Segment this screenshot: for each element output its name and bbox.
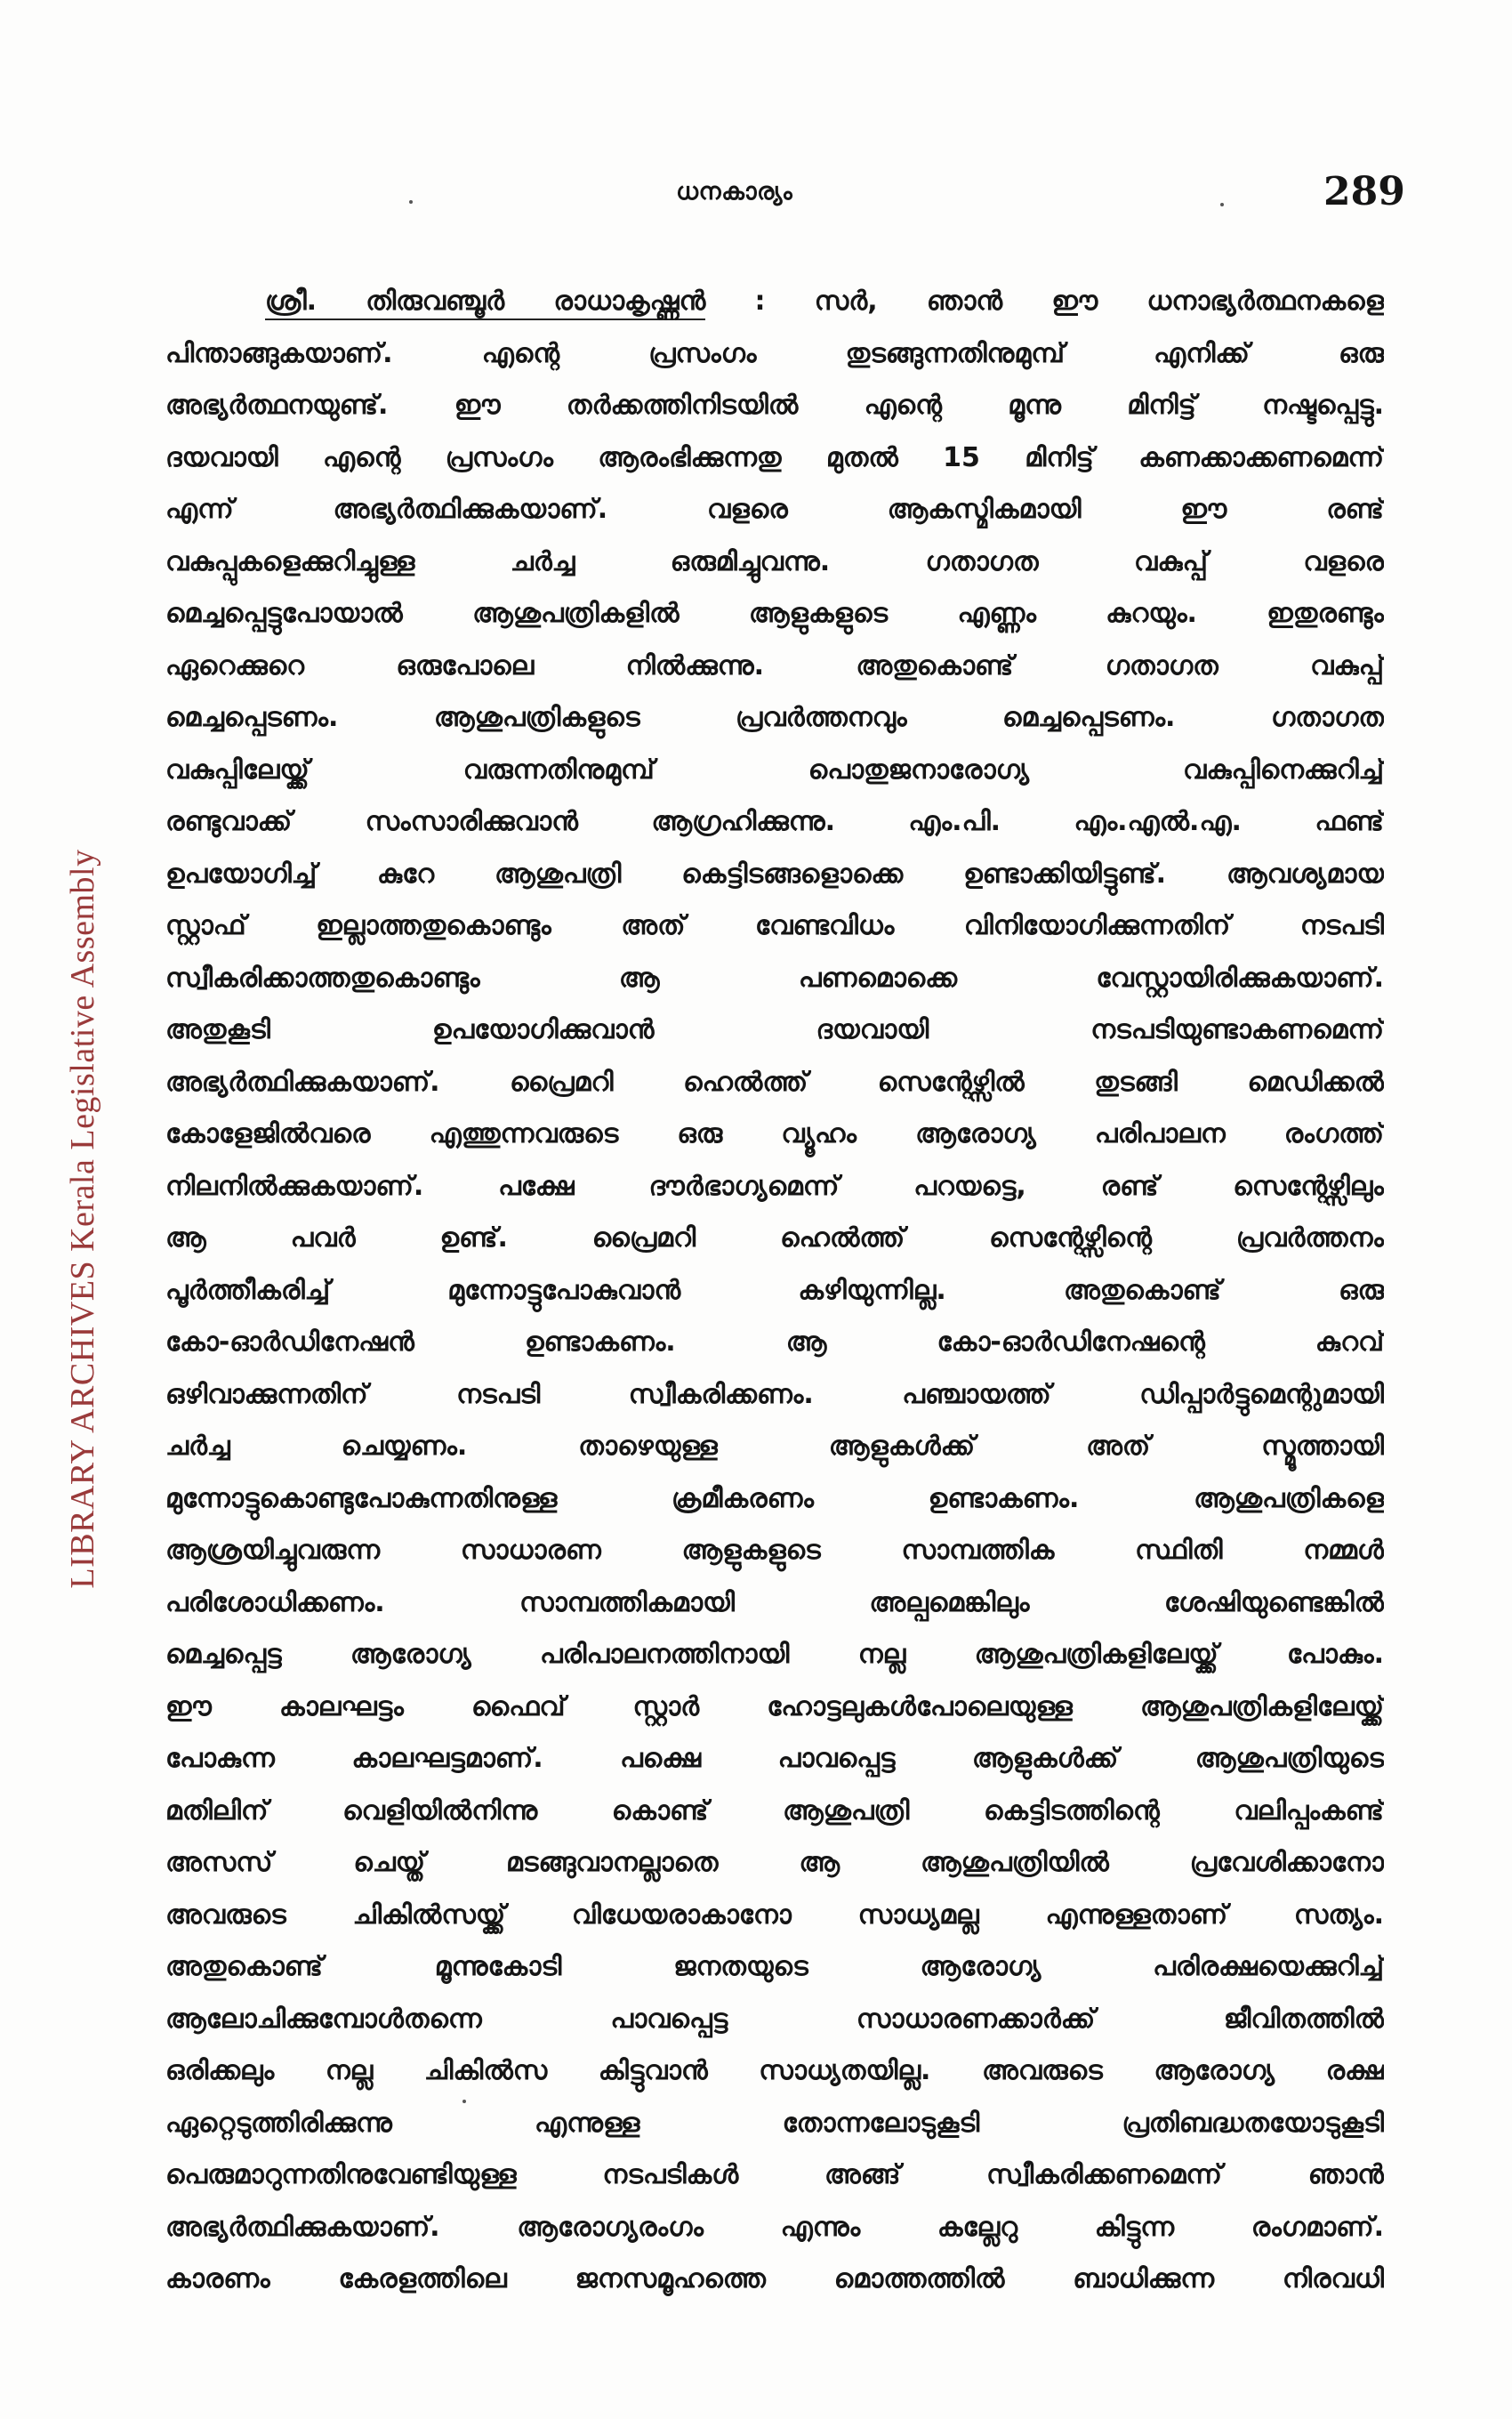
text-line: മുന്നോട്ടുകൊണ്ടുപോകുന്നതിനുള്ള ക്രമീകരണം ഉണ്ടാകണം. ആശുപത്രികളെ bbox=[165, 1482, 1384, 1514]
text-line: പൂർത്തീകരിച്ച് മുന്നോട്ടുപോകുവാൻ കഴിയുന്നില്ല. അതുകൊണ്ട് ഒരു bbox=[165, 1274, 1384, 1306]
running-head: ധനകാര്യം bbox=[676, 178, 793, 206]
text-line: പിന്താങ്ങുകയാണ്. എന്റെ പ്രസംഗം തുടങ്ങുന്നതിനുമുമ്പ് എനിക്ക് ഒരു bbox=[165, 337, 1384, 369]
text-line: ഒരിക്കലും നല്ല ചികിൽസ കിട്ടുവാൻ സാധ്യതയില്ല. അവരുടെ ആരോഗ്യ രക്ഷ bbox=[165, 2055, 1384, 2086]
text-line: ആലോചിക്കുമ്പോൾതന്നെ പാവപ്പെട്ട സാധാരണക്കാർക്ക് ജീവിതത്തിൽ bbox=[165, 2003, 1384, 2035]
text-line: അതുകൂടി ഉപയോഗിക്കുവാൻ ദയവായി നടപടിയുണ്ടാകണമെന്ന് bbox=[165, 1014, 1384, 1045]
speech-body bbox=[165, 276, 1384, 2306]
text-line: അഭ്യർത്ഥനയുണ്ട്. ഈ തർക്കത്തിനിടയിൽ എന്റെ മൂന്നു മിനിട്ട് നഷ്ടപ്പെട്ടു. bbox=[165, 390, 1384, 421]
text-line: മെച്ചപ്പെടണം. ആശുപത്രികളുടെ പ്രവർത്തനവും മെച്ചപ്പെടണം. ഗതാഗത bbox=[165, 702, 1384, 733]
text-line: വകുപ്പിലേയ്ക്ക് വരുന്നതിനുമുമ്പ് പൊതുജനാരോഗ്യ വകുപ്പിനെക്കുറിച്ച് bbox=[165, 754, 1384, 786]
text-line: നിലനിൽക്കുകയാണ്. പക്ഷേ ദൗർഭാഗ്യമെന്ന് പറയട്ടെ, രണ്ട് സെന്റേഴ്സിലും bbox=[165, 1170, 1384, 1202]
text-line: രണ്ടുവാക്ക് സംസാരിക്കുവാൻ ആഗ്രഹിക്കുന്നു. എം.പി. എം.എൽ.എ. ഫണ്ട് bbox=[165, 806, 1384, 837]
scan-speck bbox=[1220, 203, 1224, 206]
text-line: അസസ് ചെയ്ത് മടങ്ങുവാനല്ലാതെ ആ ആശുപത്രിയിൽ പ്രവേശിക്കാനോ bbox=[165, 1847, 1384, 1878]
text-line: ദയവായി എന്റെ പ്രസംഗം ആരംഭിക്കുന്നതു മുതൽ 15 മിനിട്ട് കണക്കാക്കണമെന്ന് bbox=[165, 441, 1384, 473]
first-line bbox=[165, 276, 1384, 328]
text-line: എന്ന് അഭ്യർത്ഥിക്കുകയാണ്. വളരെ ആകസ്മികമായി ഈ രണ്ട് bbox=[165, 494, 1384, 525]
text-line: മെച്ചപ്പെട്ട ആരോഗ്യ പരിപാലനത്തിനായി നല്ല ആശുപത്രികളിലേയ്ക്ക് പോകും. bbox=[165, 1639, 1384, 1670]
text-line: അതുകൊണ്ട് മൂന്നുകോടി ജനതയുടെ ആരോഗ്യ പരിരക്ഷയെക്കുറിച്ച് bbox=[165, 1951, 1384, 1982]
text-line: പെരുമാറുന്നതിനുവേണ്ടിയുള്ള നടപടികൾ അങ്ങ് സ്വീകരിക്കണമെന്ന് ഞാൻ bbox=[165, 2159, 1384, 2190]
text-line: പരിശോധിക്കണം. സാമ്പത്തികമായി അല്പമെങ്കിലും ശേഷിയുണ്ടെങ്കിൽ bbox=[165, 1586, 1384, 1618]
text-line: മെച്ചപ്പെട്ടുപോയാൽ ആശുപത്രികളിൽ ആളുകളുടെ എണ്ണം കുറയും. ഇതുരണ്ടും bbox=[165, 598, 1384, 629]
text-line: അവരുടെ ചികിൽസയ്ക്ക് വിധേയരാകാനോ സാധ്യമല്ല എന്നുള്ളതാണ് സത്യം. bbox=[165, 1899, 1384, 1931]
text-line: ഏറെക്കുറെ ഒരുപോലെ നിൽക്കുന്നു. അതുകൊണ്ട് ഗതാഗത വകുപ്പ് bbox=[165, 649, 1384, 681]
text-line: കോളേജിൽവരെ എത്തുന്നവരുടെ ഒരു വ്യൂഹം ആരോഗ്യ പരിപാലന രംഗത്ത് bbox=[165, 1118, 1384, 1149]
text-line: ചർച്ച ചെയ്യണം. താഴെയുള്ള ആളുകൾക്ക് അത് സ്മൂത്തായി bbox=[165, 1431, 1384, 1462]
text-line: ഏറ്റെടുത്തിരിക്കുന്നു എന്നുള്ള തോന്നലോടുകൂടി പ്രതിബദ്ധതയോടുകൂടി bbox=[165, 2107, 1384, 2139]
speaker-name: ശ്രീ. തിരുവഞ്ചൂർ രാധാകൃഷ്ണൻ bbox=[265, 286, 705, 320]
text-line: മതിലിന് വെളിയിൽനിന്നു കൊണ്ട് ആശുപത്രി കെട്ടിടത്തിന്റെ വലിപ്പംകണ്ട് bbox=[165, 1794, 1384, 1826]
archive-watermark: LIBRARY ARCHIVES Kerala Legislative Assembly bbox=[64, 849, 101, 1589]
text-line: ഈ കാലഘട്ടം ഫൈവ് സ്റ്റാർ ഹോട്ടലുകൾപോലെയുള്ള ആശുപത്രികളിലേയ്ക്ക് bbox=[165, 1690, 1384, 1722]
text-line: ഉപയോഗിച്ച് കുറേ ആശുപത്രി കെട്ടിടങ്ങളൊക്കെ ഉണ്ടാക്കിയിട്ടുണ്ട്. ആവശ്യമായ bbox=[165, 858, 1384, 890]
text-line: സ്റ്റാഫ് ഇല്ലാത്തതുകൊണ്ടും അത് വേണ്ടവിധം വിനിയോഗിക്കുന്നതിന് നടപടി bbox=[165, 910, 1384, 941]
text-line: ആശ്രയിച്ചുവരുന്ന സാധാരണ ആളുകളുടെ സാമ്പത്തിക സ്ഥിതി നമ്മൾ bbox=[165, 1535, 1384, 1566]
text-line: വകുപ്പുകളെക്കുറിച്ചുള്ള ചർച്ച ഒരുമിച്ചുവന്നു. ഗതാഗത വകുപ്പ് വളരെ bbox=[165, 545, 1384, 577]
text-line: അഭ്യർത്ഥിക്കുകയാണ്. പ്രൈമറി ഹെൽത്ത് സെന്റേഴ്സിൽ തുടങ്ങി മെഡിക്കൽ bbox=[165, 1066, 1384, 1098]
first-line-rest: : സർ, ഞാൻ ഈ ധനാഭ്യർത്ഥനകളെ bbox=[754, 286, 1384, 317]
text-line: സ്വീകരിക്കാത്തതുകൊണ്ടും ആ പണമൊക്കെ വേസ്റ്റായിരിക്കുകയാണ്. bbox=[165, 962, 1384, 994]
text-line: ഒഴിവാക്കുന്നതിന് നടപടി സ്വീകരിക്കണം. പഞ്ചായത്ത് ഡിപ്പാർട്ടുമെന്റുമായി bbox=[165, 1378, 1384, 1410]
text-line: പോകുന്ന കാലഘട്ടമാണ്. പക്ഷെ പാവപ്പെട്ട ആളുകൾക്ക് ആശുപത്രിയുടെ bbox=[165, 1743, 1384, 1774]
scan-speck bbox=[409, 200, 413, 204]
text-line: കോ-ഓർഡിനേഷൻ ഉണ്ടാകണം. ആ കോ-ഓർഡിനേഷന്റെ കുറവ് bbox=[165, 1326, 1384, 1358]
text-line: ആ പവർ ഉണ്ട്. പ്രൈമറി ഹെൽത്ത് സെന്റേഴ്സിന്റെ പ്രവർത്തനം bbox=[165, 1222, 1384, 1254]
page-number: 289 bbox=[1323, 169, 1405, 214]
text-line: അഭ്യർത്ഥിക്കുകയാണ്. ആരോഗ്യരംഗം എന്നും കല്ലേറു കിട്ടുന്ന രംഗമാണ്. bbox=[165, 2211, 1384, 2243]
text-line: കാരണം കേരളത്തിലെ ജനസമൂഹത്തെ മൊത്തത്തിൽ ബാധിക്കുന്ന നിരവധി bbox=[165, 2263, 1384, 2294]
